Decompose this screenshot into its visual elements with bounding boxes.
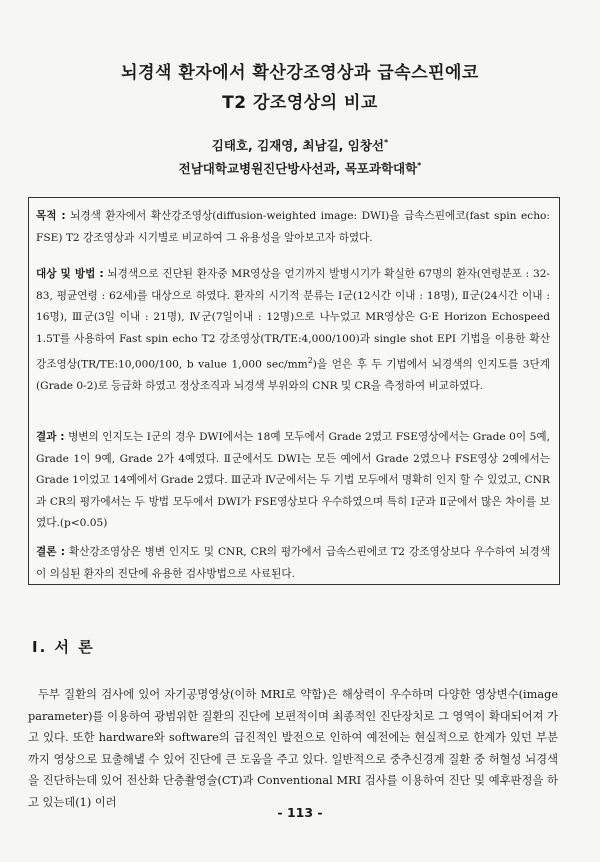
- purpose-label: 목적 :: [36, 210, 66, 222]
- result-text: 병변의 인지도는 Ⅰ군의 경우 DWI에서는 18예 모두에서 Grade 2였고 FSE영상에서는 Grade 0이 5예, Grade 1이 9예, Grade 2가 4예였다. Ⅱ군에서도 DWI는 모든 예에서 Grade 2였으나 FSE영상 2예에서는 Grade 1이었고 14예에서 Grade 2였다. Ⅲ군과 Ⅳ군에서는 두 기법 모두에서 명확히 인지 할 수 있었고, CNR과 CR의 평가에서는 두 방법 모두에서 DWI가 FSE영상보다 우수하였으며 특히 Ⅰ군과 Ⅱ군에서 많은 차이를 보였다.(p<0.05): [36, 431, 550, 529]
- author-names: [0, 136, 600, 154]
- affiliation-asterisk: *: [417, 160, 422, 170]
- paper-title-line-2: T2 강조영상의 비교: [222, 93, 378, 113]
- purpose-text: 뇌경색 환자에서 확산강조영상(diffusion-weighted image: DWI)을 급속스핀에코(fast spin echo: FSE) T2 강조영상과 시기별로 비교하여 그 유용성을 알아보고자 하였다.: [36, 210, 550, 244]
- section-heading-introduction: Ⅰ. 서 론: [32, 638, 95, 656]
- abstract-purpose: [36, 206, 550, 249]
- conclusion-text: 확산강조영상은 병변 인지도 및 CNR, CR의 평가에서 급속스핀에코 T2 강조영상보다 우수하여 뇌경색이 의심된 환자의 진단에 유용한 검사방법으로 사료된다.: [36, 546, 550, 580]
- method-superscript: 2: [307, 356, 313, 365]
- author-affiliation-text: 전남대학교병원진단방사선과, 목포과학대학: [178, 161, 418, 176]
- author-asterisk: *: [384, 137, 389, 147]
- page-number: - 113 -: [277, 805, 323, 820]
- paper-title-line-1: 뇌경색 환자에서 확산강조영상과 급속스핀에코: [121, 63, 479, 83]
- introduction-body: 두부 질환의 검사에 있어 자기공명영상(이하 MRI로 약함)은 해상력이 우수하며 다양한 영상변수(image parameter)를 이용하여 광범위한 질환의 진단에 보편적이며 최종적인 진단장치로 그 영역이 확대되어져 가고 있다. 또한 hardware와 software의 급진적인 발전으로 인하여 예전에는 현실적으로 한계가 있던 부분까지 영상으로 묘출해낼 수 있어 진단에 큰 도움을 주고 있다. 일반적으로 중추신경계 질환 중 허혈성 뇌경색을 진단하는데 있어 전산화 단층촬영술(CT)과 Conventional MRI 검사를 이용하여 진단 및 예후판정을 하고 있는데(1) 이러: [28, 688, 558, 809]
- method-text: 뇌경색으로 진단된 환자중 MR영상을 얻기까지 발병시기가 확실한 67명의 환자(연령분포 : 32-83, 평균연령 : 62세)를 대상으로 하였다. 환자의 시기적 분류는 Ⅰ군(12시간 이내 : 18명), Ⅱ군(24시간 이내 : 16명), Ⅲ군(3일 이내 : 21명), Ⅳ군(7일이내 : 12명)으로 나누었고 MR영상은 G·E Horizon Echospeed 1.5T를 사용하여 Fast spin echo T2 강조영상(TR/TE:4,000/100)과 single shot EPI 기법을 이용한 확산강조영상(TR/TE:10,000/100, b value 1,000 sec/mm: [36, 268, 551, 371]
- abstract-result: [36, 427, 550, 535]
- method-text-continued: )을 얻은 후 두 기법에서 뇌경색의 인지도를 3단계(Grade 0-2)로 등급화 하였고 정상조직과 뇌경색 부위와의 CNR 및 CR을 측정하여 비교하였다.: [36, 358, 550, 393]
- abstract-conclusion: [36, 542, 550, 585]
- result-label: 결과 :: [36, 431, 65, 443]
- method-label: 대상 및 방법 :: [36, 268, 104, 280]
- conclusion-label: 결론 :: [36, 546, 66, 558]
- author-names-text: 김태호, 김재영, 최남길, 임창선: [211, 138, 384, 153]
- author-affiliation: [0, 159, 600, 177]
- abstract-method: [36, 264, 550, 398]
